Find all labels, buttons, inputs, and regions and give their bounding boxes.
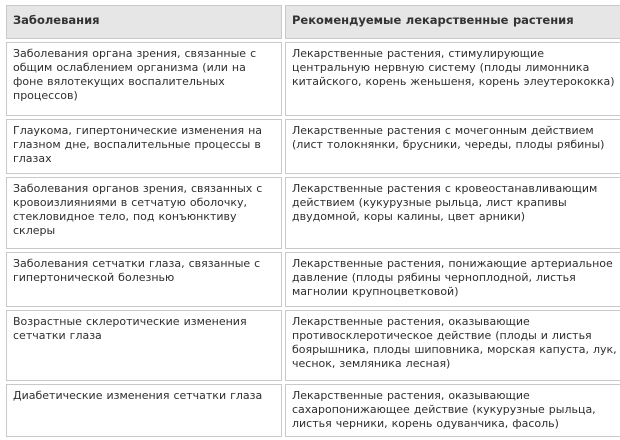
recommendation-table <box>3 2 620 440</box>
header-diseases: Заболевания <box>6 5 282 39</box>
table-row <box>6 119 620 174</box>
plants-cell: Лекарственные растения, понижающие артериальное давление (плоды рябины черноплодной, листья магнолии крупноцветковой) <box>285 252 620 307</box>
header-recommended-plants: Рекомендуемые лекарственные растения <box>285 5 620 39</box>
table-header-row <box>6 5 620 39</box>
plants-cell: Лекарственные растения, стимулирующие центральную нервную систему (плоды лимонника китайского, корень женьшеня, корень элеутерококка) <box>285 42 620 116</box>
table-row <box>6 42 620 116</box>
disease-cell: Глаукома, гипертонические изменения на глазном дне, воспалительные процессы в глазах <box>6 119 282 174</box>
table-row <box>6 310 620 381</box>
disease-cell: Возрастные склеротические изменения сетчатки глаза <box>6 310 282 381</box>
disease-cell: Диабетические изменения сетчатки глаза <box>6 384 282 437</box>
plants-cell: Лекарственные растения, оказывающие сахаропонижающее действие (кукурузные рыльца, листья черники, корень одуванчика, фасоль) <box>285 384 620 437</box>
table-row <box>6 252 620 307</box>
plants-cell: Лекарственные растения с мочегонным действием (лист толокнянки, брусники, череды, плоды рябины) <box>285 119 620 174</box>
table-row <box>6 177 620 249</box>
disease-cell: Заболевания сетчатки глаза, связанные с гипертонической болезнью <box>6 252 282 307</box>
disease-cell: Заболевания органов зрения, связанных с кровоизлияниями в сетчатую оболочку, стекловидное тело, под конъюнктиву склеры <box>6 177 282 249</box>
disease-cell: Заболевания органа зрения, связанные с общим ослаблением организма (или на фоне вялотекущих воспалительных процессов) <box>6 42 282 116</box>
table-row <box>6 384 620 437</box>
plants-cell: Лекарственные растения с кровеостанавливающим действием (кукурузные рыльца, лист крапивы двудомной, коры калины, цвет арники) <box>285 177 620 249</box>
plants-cell: Лекарственные растения, оказывающие противосклеротическое действие (плоды и листья боярышника, плоды шиповника, морская капуста, лук, чеснок, земляника лесная) <box>285 310 620 381</box>
